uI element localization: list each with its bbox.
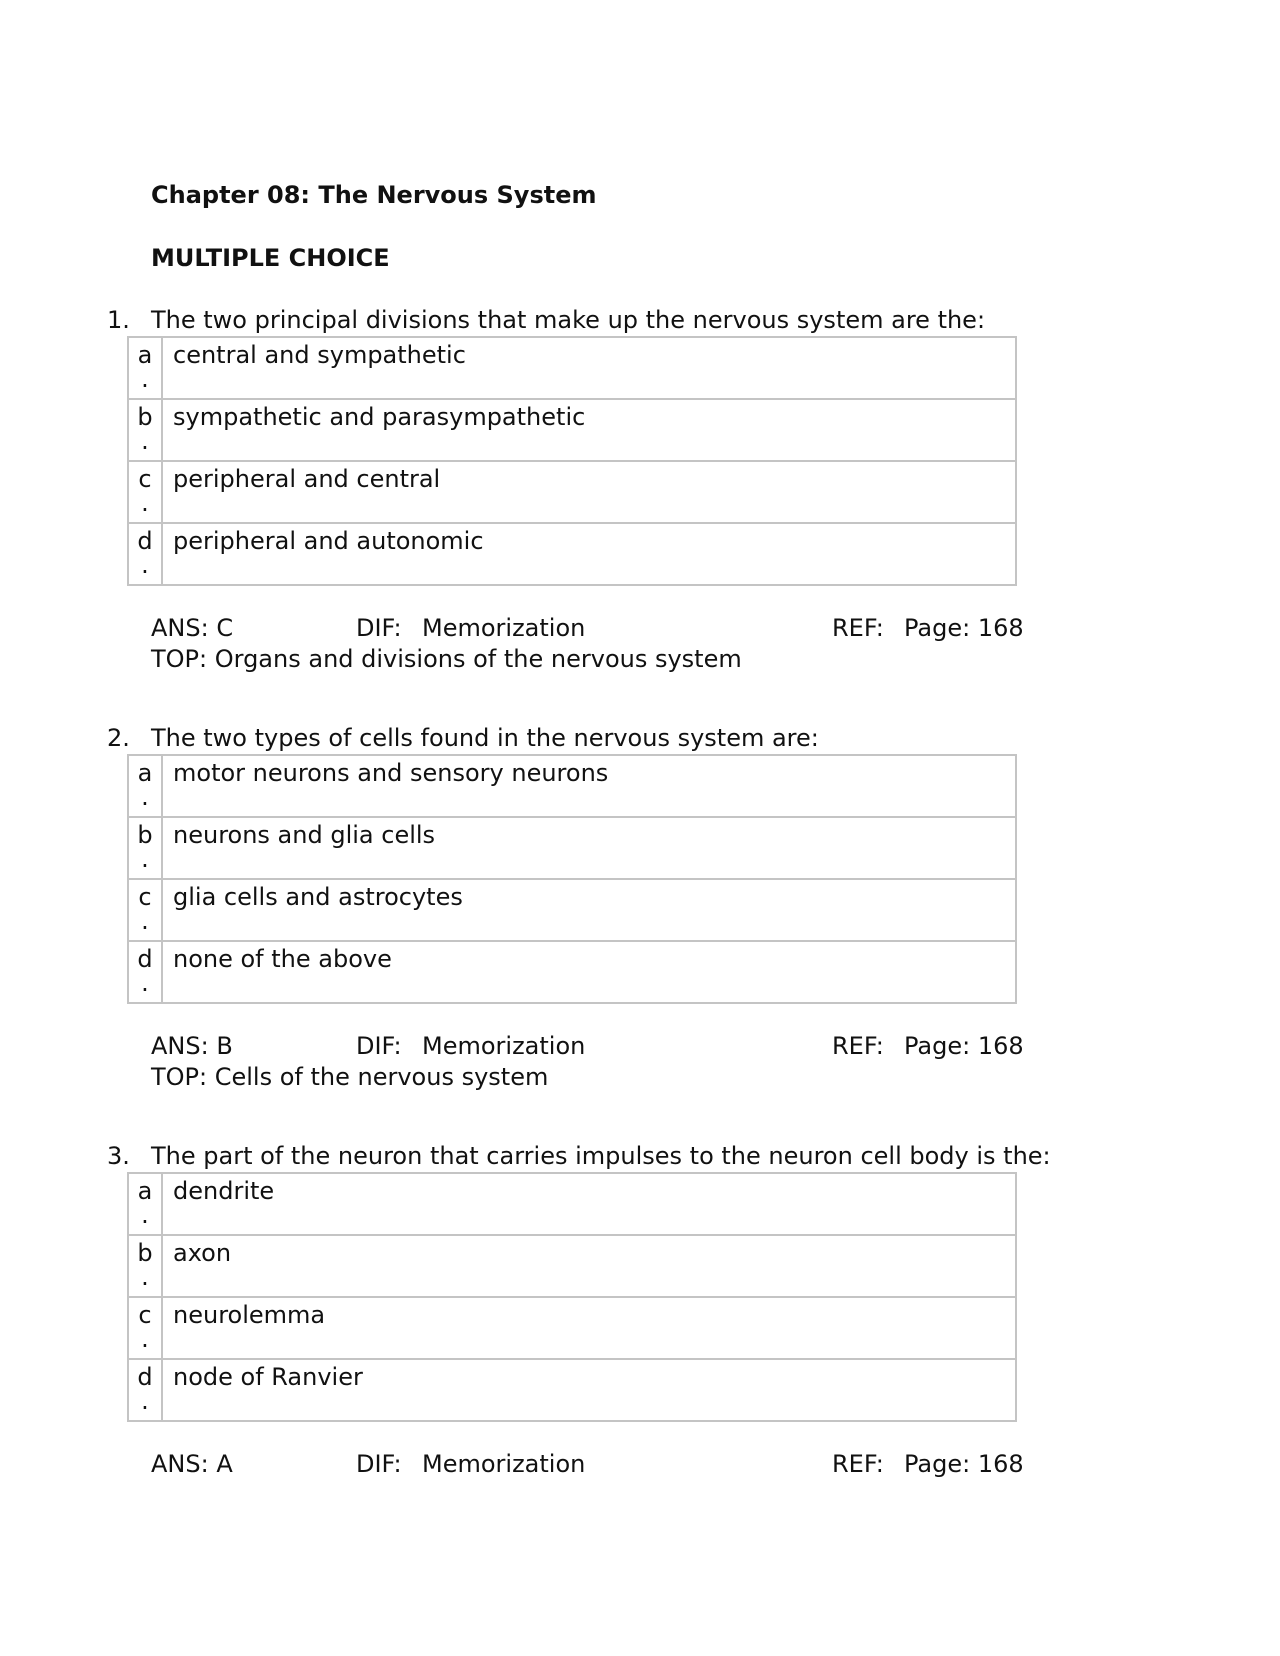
choice-text: central and sympathetic bbox=[162, 337, 1016, 399]
choice-letter: b . bbox=[128, 399, 162, 461]
choice-text: dendrite bbox=[162, 1173, 1016, 1235]
difficulty-label: DIF: bbox=[356, 614, 402, 642]
difficulty-value: Memorization bbox=[422, 1032, 586, 1060]
choice-row-a[interactable] bbox=[128, 337, 1016, 399]
choice-letter: c . bbox=[128, 879, 162, 941]
choice-letter: d . bbox=[128, 1359, 162, 1421]
choice-letter: c . bbox=[128, 461, 162, 523]
question-2 bbox=[107, 722, 1227, 1093]
reference-value: Page: 168 bbox=[904, 1032, 1024, 1060]
choice-text: motor neurons and sensory neurons bbox=[162, 755, 1016, 817]
answer-key: ANS: A bbox=[151, 1450, 233, 1478]
question-stem bbox=[107, 722, 1227, 754]
choice-row-b[interactable] bbox=[128, 399, 1016, 461]
choice-text: neurons and glia cells bbox=[162, 817, 1016, 879]
difficulty-label: DIF: bbox=[356, 1032, 402, 1060]
choice-letter: b . bbox=[128, 1235, 162, 1297]
choice-text: peripheral and central bbox=[162, 461, 1016, 523]
answer-key: ANS: C bbox=[151, 614, 234, 642]
choice-row-d[interactable] bbox=[128, 1359, 1016, 1421]
question-number: 2. bbox=[107, 724, 130, 752]
answer-meta bbox=[151, 1031, 1227, 1062]
section-title: MULTIPLE CHOICE bbox=[151, 244, 390, 272]
choice-row-d[interactable] bbox=[128, 941, 1016, 1003]
choices-table bbox=[127, 336, 1017, 586]
choices-table bbox=[127, 754, 1017, 1004]
choice-letter: a . bbox=[128, 337, 162, 399]
difficulty-label: DIF: bbox=[356, 1450, 402, 1478]
choice-text: axon bbox=[162, 1235, 1016, 1297]
choice-row-c[interactable] bbox=[128, 1297, 1016, 1359]
choice-letter: b . bbox=[128, 817, 162, 879]
question-text: The part of the neuron that carries impulses to the neuron cell body is the: bbox=[151, 1142, 1051, 1170]
choice-letter: a . bbox=[128, 755, 162, 817]
choice-text: node of Ranvier bbox=[162, 1359, 1016, 1421]
choice-row-d[interactable] bbox=[128, 523, 1016, 585]
difficulty-value: Memorization bbox=[422, 1450, 586, 1478]
choice-text: none of the above bbox=[162, 941, 1016, 1003]
reference-label: REF: bbox=[832, 614, 884, 642]
choice-row-a[interactable] bbox=[128, 755, 1016, 817]
reference-label: REF: bbox=[832, 1032, 884, 1060]
choice-text: neurolemma bbox=[162, 1297, 1016, 1359]
question-stem bbox=[107, 304, 1227, 336]
reference-label: REF: bbox=[832, 1450, 884, 1478]
choices-table bbox=[127, 1172, 1017, 1422]
difficulty-value: Memorization bbox=[422, 614, 586, 642]
question-number: 3. bbox=[107, 1142, 130, 1170]
choice-row-c[interactable] bbox=[128, 879, 1016, 941]
reference-value: Page: 168 bbox=[904, 614, 1024, 642]
choice-text: sympathetic and parasympathetic bbox=[162, 399, 1016, 461]
choice-row-b[interactable] bbox=[128, 1235, 1016, 1297]
topic-line: TOP: Cells of the nervous system bbox=[151, 1063, 549, 1091]
choice-row-c[interactable] bbox=[128, 461, 1016, 523]
choice-letter: a . bbox=[128, 1173, 162, 1235]
choice-text: peripheral and autonomic bbox=[162, 523, 1016, 585]
answer-key: ANS: B bbox=[151, 1032, 233, 1060]
chapter-title: Chapter 08: The Nervous System bbox=[151, 181, 597, 209]
choice-letter: c . bbox=[128, 1297, 162, 1359]
choice-letter: d . bbox=[128, 941, 162, 1003]
question-3 bbox=[107, 1140, 1227, 1480]
question-stem bbox=[107, 1140, 1227, 1172]
answer-meta bbox=[151, 1449, 1227, 1480]
choice-text: glia cells and astrocytes bbox=[162, 879, 1016, 941]
question-text: The two principal divisions that make up the nervous system are the: bbox=[151, 306, 986, 334]
topic-line: TOP: Organs and divisions of the nervous system bbox=[151, 645, 742, 673]
question-1 bbox=[107, 304, 1227, 675]
reference-value: Page: 168 bbox=[904, 1450, 1024, 1478]
question-number: 1. bbox=[107, 306, 130, 334]
choice-row-b[interactable] bbox=[128, 817, 1016, 879]
answer-meta bbox=[151, 613, 1227, 644]
choice-letter: d . bbox=[128, 523, 162, 585]
question-text: The two types of cells found in the nervous system are: bbox=[151, 724, 819, 752]
choice-row-a[interactable] bbox=[128, 1173, 1016, 1235]
